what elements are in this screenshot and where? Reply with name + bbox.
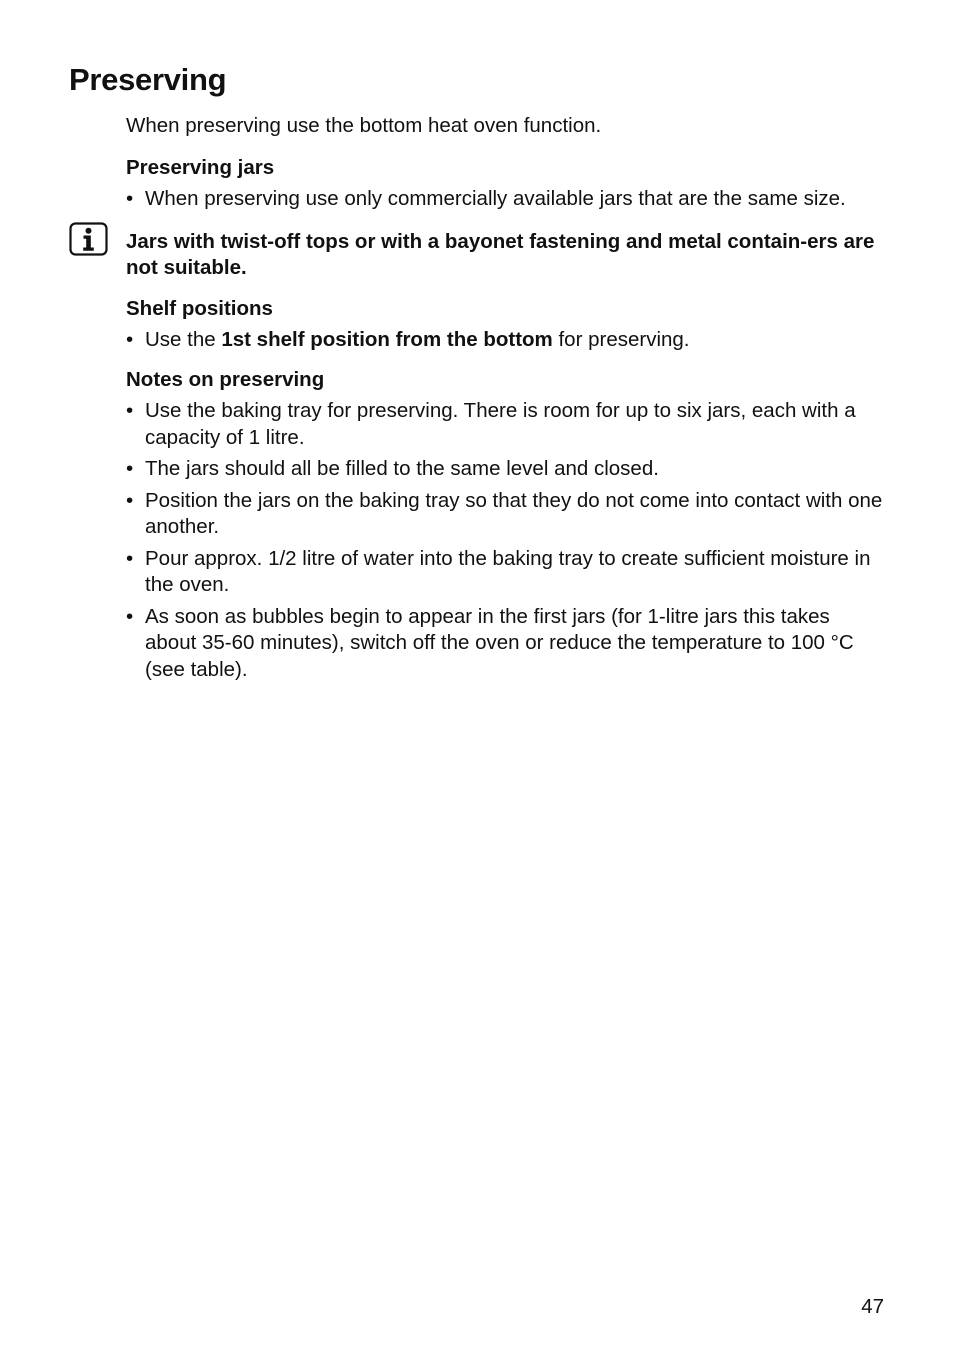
bullet-list (126, 398, 886, 683)
bullet-marker: • (126, 328, 134, 351)
section-heading: Notes on preserving (126, 367, 325, 391)
list-item-text: Position the jars on the baking tray so that they do not come into contact with one another. (145, 488, 883, 538)
bullet-marker: • (126, 187, 134, 210)
bullet-marker: • (126, 488, 134, 512)
section-notes-on-preserving (126, 367, 886, 684)
list-item (126, 546, 886, 599)
page-title: Preserving (69, 62, 227, 97)
intro-text: When preserving use the bottom heat oven function. (126, 114, 602, 137)
list-item (126, 604, 886, 684)
section-shelf-positions (126, 296, 886, 354)
bullet-list (126, 186, 886, 213)
list-item (126, 186, 886, 213)
section-heading: Shelf positions (126, 296, 273, 320)
page-number: 47 (861, 1295, 884, 1318)
bullet-marker: • (126, 399, 134, 422)
bullet-marker: • (126, 546, 134, 570)
bullet-list (126, 327, 886, 354)
bullet-marker: • (126, 457, 134, 480)
page-content (126, 113, 886, 696)
list-item-text: Pour approx. 1/2 litre of water into the baking tray to create sufficient moisture in the oven. (145, 546, 871, 596)
list-item (126, 488, 886, 541)
list-item (126, 398, 886, 451)
list-item-text: Use the baking tray for preserving. There is room for up to six jars, each with a capacity of 1 litre. (145, 399, 856, 449)
list-item (126, 327, 886, 354)
list-item (126, 456, 886, 483)
list-item-text-prefix: Use the (145, 328, 222, 351)
list-item-text-suffix: for preserving. (552, 328, 690, 351)
list-item-text: When preserving use only commercially available jars that are the same size. (145, 187, 846, 210)
section-preserving-jars (126, 155, 886, 213)
info-icon (69, 222, 108, 256)
list-item-text: As soon as bubbles begin to appear in the first jars (for 1-litre jars this takes about 35-60 minutes), switch off the oven or reduce the temperature to 100 °C (see table). (145, 604, 854, 681)
section-heading: Preserving jars (126, 155, 275, 179)
info-note-text: Jars with twist-off tops or with a bayonet fastening and metal contain-ers are not suitable. (126, 229, 875, 279)
list-item-text: The jars should all be filled to the same level and closed. (145, 457, 659, 480)
list-item-emphasis: 1st shelf position from the bottom (221, 328, 553, 351)
bullet-marker: • (126, 604, 134, 628)
info-note (126, 229, 886, 282)
